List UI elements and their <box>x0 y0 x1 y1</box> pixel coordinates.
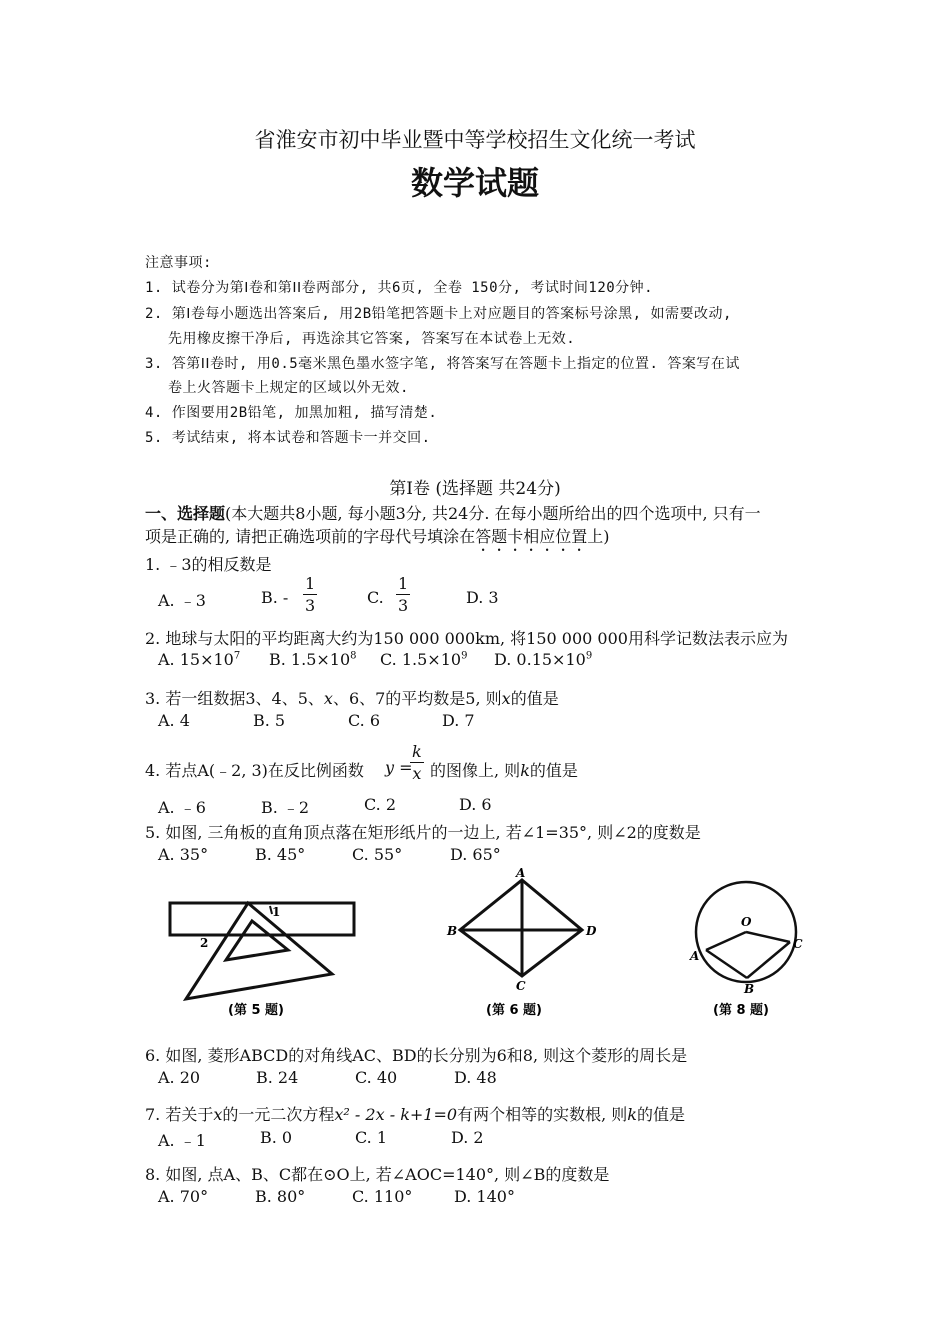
fraction <box>410 744 424 782</box>
exam-subtitle: 省淮安市初中毕业暨中等学校招生文化统一考试 <box>254 128 696 152</box>
stem-text: 的值是 <box>510 689 559 708</box>
exponent: 9 <box>461 650 468 662</box>
option-b: B. 5 <box>253 711 286 730</box>
option-c-text: C. 1.5×10 <box>380 650 462 669</box>
equation-text: y = <box>385 758 413 777</box>
angle-label-1: 1 <box>272 905 281 919</box>
section-instruction-text: 上) <box>587 527 610 546</box>
fraction-denominator: 3 <box>398 596 409 615</box>
variable: x <box>213 1105 223 1124</box>
section-instruction-text: 项是正确的, 请把正确选项前的字母代号填涂在 <box>145 527 476 546</box>
figure-8-caption: (第 8 题) <box>713 1003 769 1018</box>
exam-title: 数学试题 <box>410 164 539 202</box>
note-item: 4. 作图要用2B铅笔, 加黑加粗, 描写清楚. <box>145 405 438 421</box>
equation: x² - 2x - k+1=0 <box>334 1105 458 1124</box>
section-instruction-text: (本大题共8小题, 每小题3分, 共24分. 在每小题所给出的四个选项中, 只有一 <box>225 504 761 523</box>
option-a: A. 20 <box>158 1068 201 1087</box>
note-item: 5. 考试结束, 将本试卷和答题卡一并交回. <box>145 430 431 446</box>
function-y-equals <box>385 758 413 777</box>
option-d <box>494 650 592 669</box>
question-8-stem: 8. 如图, 点A、B、C都在⊙O上, 若∠AOC=140°, 则∠B的度数是 <box>145 1165 610 1184</box>
radius-oa <box>706 932 746 950</box>
figure-8 <box>696 882 796 982</box>
emphasis-text: 答题卡相应位置 <box>475 527 588 546</box>
stem-text: 的值是 <box>636 1105 685 1124</box>
note-item: 2. 第Ⅰ卷每小题选出答案后, 用2B铅笔把答题卡上对应题目的答案标号涂黑, 如需要改动, <box>145 306 732 322</box>
fraction-numerator: 1 <box>305 574 316 593</box>
radius-oc <box>746 932 790 942</box>
stem-text: 有两个相等的实数根, 则 <box>457 1105 628 1124</box>
option-a: A. ﹣3 <box>158 591 206 610</box>
figure-6-caption: (第 6 题) <box>486 1003 542 1018</box>
fraction <box>396 576 410 614</box>
chord-cb <box>747 942 790 978</box>
fraction-denominator: 3 <box>305 596 316 615</box>
option-a-text: A. 15×10 <box>158 650 234 669</box>
option-d: D. 2 <box>451 1128 484 1147</box>
option-d: D. 6 <box>459 795 492 814</box>
figure-6 <box>460 880 582 976</box>
option-a: A. ﹣1 <box>158 1131 206 1150</box>
option-c: C. 2 <box>364 795 397 814</box>
note-item: 3. 答第ⅠⅠ卷时, 用0.5毫米黑色墨水签字笔, 将答案写在答题卡上指定的位置. 答案写在试 <box>145 356 740 372</box>
fraction-denominator: x <box>412 764 422 783</box>
option-c: C. 1 <box>355 1128 388 1147</box>
inner-triangle <box>226 921 288 960</box>
point-label-c: C <box>793 937 803 951</box>
variable: x <box>501 689 511 708</box>
option-c-prefix: C. <box>367 588 384 607</box>
figure-5-caption: (第 5 题) <box>228 1003 284 1018</box>
chord-ab <box>706 950 747 978</box>
option-a: A. 4 <box>158 711 190 730</box>
option-d: D. 7 <box>442 711 475 730</box>
notes-heading: 注意事项: <box>145 255 212 271</box>
question-3-stem <box>145 686 559 709</box>
fraction-numerator: 1 <box>398 574 409 593</box>
vertex-label-a: A <box>516 866 526 880</box>
note-item: 卷上火答题卡上规定的区域以外无效. <box>168 380 409 396</box>
question-7-stem <box>145 1102 685 1125</box>
stem-text: 4. 若点A(﹣2, 3)在反比例函数 <box>145 761 364 780</box>
stem-text: 的一元二次方程 <box>222 1105 335 1124</box>
exponent: 9 <box>585 650 593 662</box>
option-c: C. 55° <box>352 845 403 864</box>
outer-triangle <box>186 903 332 999</box>
option-d: D. 140° <box>454 1187 515 1206</box>
figures-row <box>150 862 820 1027</box>
option-b: B. 45° <box>255 845 306 864</box>
question-4-stem-tail <box>430 758 578 781</box>
variable: k <box>520 761 530 780</box>
fraction-numerator: k <box>412 742 422 761</box>
point-label-a: A <box>690 949 700 963</box>
option-d: D. 65° <box>450 845 501 864</box>
point-label-b: B <box>744 982 755 996</box>
variable: k <box>627 1105 637 1124</box>
option-a <box>158 650 240 669</box>
option-b: B. ﹣2 <box>261 798 310 817</box>
option-b: B. 0 <box>260 1128 293 1147</box>
option-b-prefix: B. - <box>261 588 289 607</box>
fraction <box>303 576 317 614</box>
vertex-label-d: D <box>586 924 597 938</box>
stem-text: 7. 若关于 <box>145 1105 214 1124</box>
option-b: B. 24 <box>256 1068 299 1087</box>
angle-label-2: 2 <box>200 936 209 950</box>
section-instruction-line2 <box>145 524 609 555</box>
note-item: 先用橡皮擦干净后, 再选涂其它答案, 答案写在本试卷上无效. <box>168 331 576 347</box>
stem-text: 、6、7的平均数是5, 则 <box>332 689 502 708</box>
stem-text: 3. 若一组数据3、4、5、 <box>145 689 324 708</box>
section-instruction-bold: 一、选择题 <box>145 504 226 523</box>
option-b-text: B. 1.5×10 <box>269 650 351 669</box>
question-2-stem: 2. 地球与太阳的平均距离大约为150 000 000km, 将150 000 000用科学记数法表示应为 <box>145 629 788 648</box>
section-title: 第Ⅰ卷 (选择题 共24分) <box>389 479 561 499</box>
option-c: C. 110° <box>352 1187 413 1206</box>
stem-text: 的图像上, 则 <box>430 761 521 780</box>
option-c: C. 40 <box>355 1068 398 1087</box>
exponent: 8 <box>350 650 357 662</box>
vertex-label-b: B <box>447 924 458 938</box>
section-instruction-line1 <box>145 501 761 524</box>
option-d: D. 48 <box>454 1068 497 1087</box>
option-b: B. 80° <box>255 1187 306 1206</box>
vertex-label-c: C <box>516 979 526 993</box>
option-a: A. 35° <box>158 845 209 864</box>
variable: x <box>323 689 333 708</box>
option-a: A. 70° <box>158 1187 209 1206</box>
option-c <box>380 650 467 669</box>
exponent: 7 <box>233 650 241 662</box>
question-1-stem: 1. ﹣3的相反数是 <box>145 555 272 574</box>
option-c: C. 6 <box>348 711 381 730</box>
question-5-stem: 5. 如图, 三角板的直角顶点落在矩形纸片的一边上, 若∠1=35°, 则∠2的度数是 <box>145 823 701 842</box>
note-item: 1. 试卷分为第Ⅰ卷和第ⅠⅠ卷两部分, 共6页, 全卷 150分, 考试时间120分钟. <box>145 280 654 296</box>
option-a: A. ﹣6 <box>158 798 206 817</box>
question-4-stem <box>145 758 364 781</box>
question-6-stem: 6. 如图, 菱形ABCD的对角线AC、BD的长分别为6和8, 则这个菱形的周长是 <box>145 1046 688 1065</box>
point-label-o: O <box>741 915 752 929</box>
option-d-text: D. 0.15×10 <box>494 650 586 669</box>
figure-5 <box>170 903 354 999</box>
option-b <box>269 650 357 669</box>
option-d: D. 3 <box>466 588 499 607</box>
stem-text: 的值是 <box>529 761 578 780</box>
